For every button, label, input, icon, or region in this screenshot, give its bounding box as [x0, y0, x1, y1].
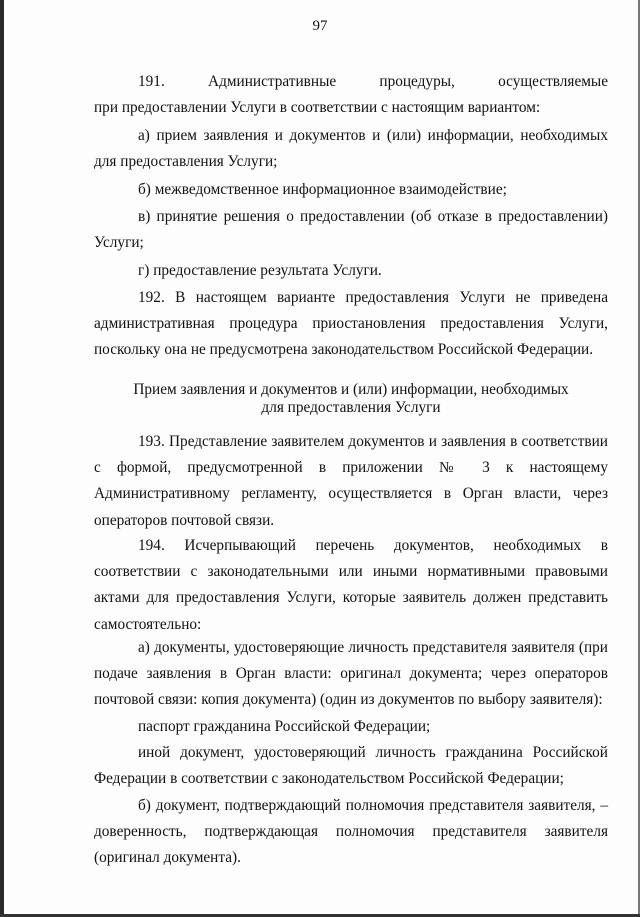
- paragraph-191-a: а) прием заявления и документов и (или) информации, необходимых для предоставления Услуги;: [94, 127, 608, 171]
- section-heading-line1: Прием заявления и документов и (или) информации, необходимых: [133, 381, 569, 398]
- paragraph-194-a: а) документы, удостоверяющие личность представителя заявителя (при подаче заявления в Орган власти: оригинал документа; через операторов почтовой связи: копия документа) (один из документов по выбору заявителя):: [94, 639, 608, 709]
- paragraph-191-line1: 191. Административные процедуры, осуществляемые: [138, 73, 608, 90]
- paragraph-194: 194. Исчерпывающий перечень документов, необходимых в соответствии с законодательными или иными нормативными правовыми актами для предоставления Услуги, которые заявитель должен представить самостоятельно:: [94, 537, 608, 633]
- scan-edge-left: [0, 0, 4, 917]
- page-number: 97: [312, 18, 328, 34]
- paragraph-passport: паспорт гражданина Российской Федерации;: [138, 718, 431, 735]
- paragraph-191-v: в) принятие решения о предоставлении (об отказе в предоставлении) Услуги;: [94, 208, 608, 252]
- paragraph-193: 193. Представление заявителем документов и заявления в соответствии с формой, предусмотренной в приложении № 3 к настоящему Административному регламенту, осуществляется в Орган власти, через операторов почтовой связи.: [94, 433, 608, 529]
- paragraph-191-g: г) предоставление результата Услуги.: [138, 262, 382, 279]
- section-heading-line2: для предоставления Услуги: [261, 399, 441, 416]
- paragraph-other-document: иной документ, удостоверяющий личность гражданина Российской Федерации в соответствии с законодательством Российской Федерации;: [94, 744, 608, 788]
- paragraph-194-b: б) документ, подтверждающий полномочия представителя заявителя, – доверенность, подтверждающая полномочия представителя заявителя (оригинал документа).: [94, 797, 608, 867]
- paragraph-191-line2: при предоставлении Услуги в соответствии с настоящим вариантом:: [94, 99, 541, 116]
- paragraph-192: 192. В настоящем варианте предоставления Услуги не приведена административная процедура приостановления предоставления Услуги, поскольку она не предусмотрена законодательством Российской Федерации.: [94, 289, 608, 359]
- paragraph-191-b: б) межведомственное информационное взаимодействие;: [138, 181, 507, 198]
